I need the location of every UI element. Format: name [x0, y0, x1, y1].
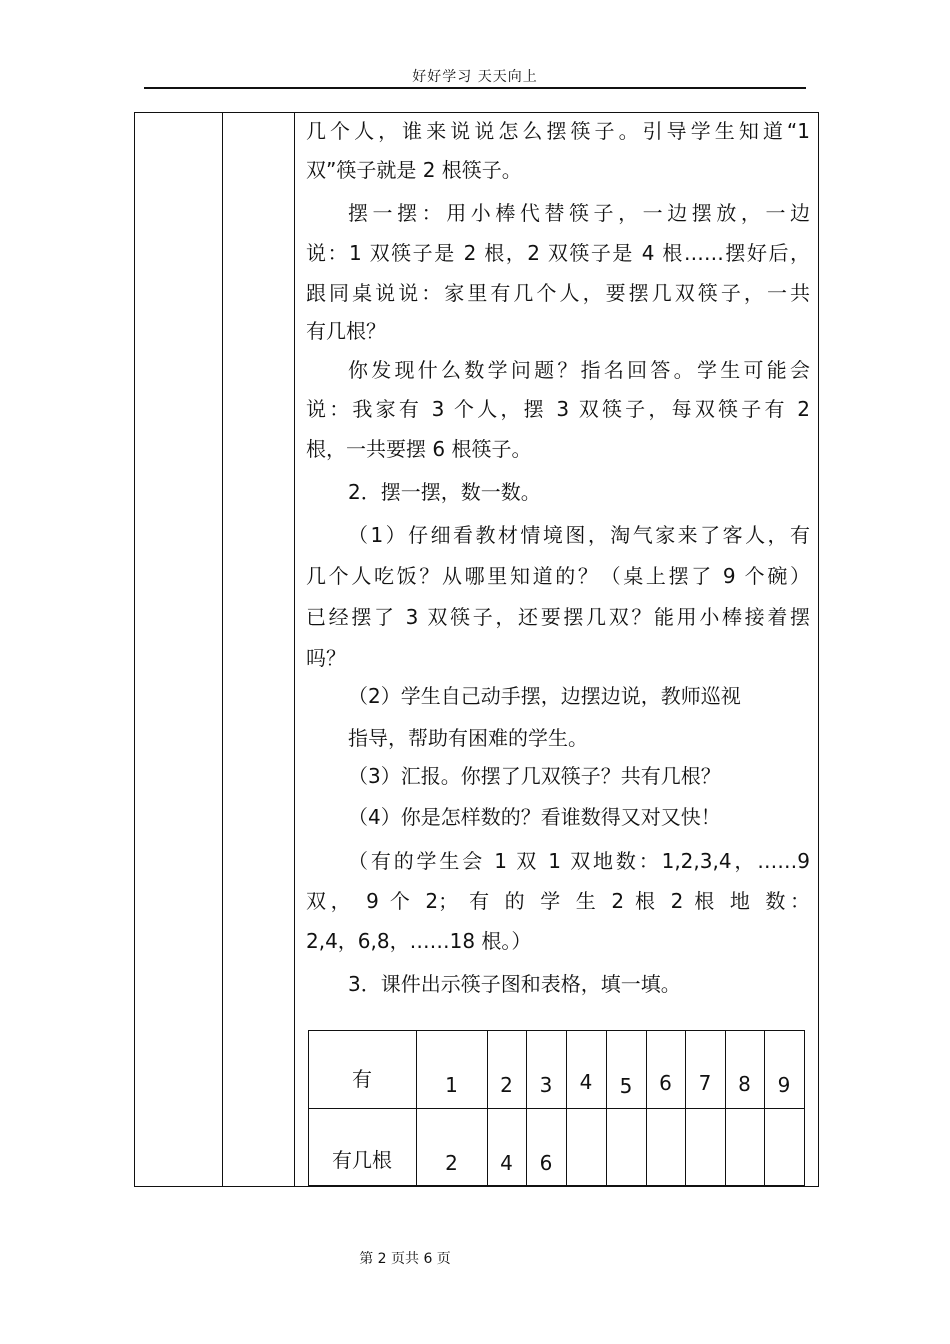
- inner-col-line: [804, 1030, 805, 1186]
- table-top-border: [134, 112, 819, 113]
- body-line: 跟同桌说说：家里有几个人，要摆几双筷子，一共: [306, 281, 810, 305]
- pairs-cell: 3: [539, 1073, 553, 1097]
- body-line: 根，一共要摆 6 根筷子。: [306, 437, 532, 461]
- inner-col-line: [725, 1030, 726, 1186]
- body-line: 说：1 双筷子是 2 根，2 双筷子是 4 根……摆好后，: [306, 241, 810, 265]
- body-line: 双”筷子就是 2 根筷子。: [306, 158, 522, 182]
- table-right-border: [818, 112, 819, 1187]
- inner-col-line: [764, 1030, 765, 1186]
- body-line: 吗？: [306, 646, 346, 670]
- table-col-divider-1: [222, 112, 223, 1187]
- body-line: 有几根？: [306, 319, 386, 343]
- inner-col-line: [566, 1030, 567, 1186]
- body-line: 几个人，谁来说说怎么摆筷子。引导学生知道“1: [306, 119, 810, 143]
- body-line: 双， 9 个 2； 有 的 学 生 2 根 2 根 地 数：: [306, 889, 810, 913]
- pairs-cell: 5: [619, 1074, 633, 1098]
- pairs-cell: 7: [698, 1071, 712, 1095]
- inner-table-top: [308, 1030, 804, 1031]
- pairs-cell: 4: [579, 1070, 593, 1094]
- body-line: （3）汇报。你摆了几双筷子？共有几根？: [348, 764, 721, 788]
- body-line: （有的学生会 1 双 1 双地数：1,2,3,4，……9: [348, 849, 810, 873]
- pairs-cell: 8: [738, 1072, 751, 1096]
- body-line: （4）你是怎样数的？看谁数得又对又快！: [348, 805, 721, 829]
- body-line: 已经摆了 3 双筷子，还要摆几双？能用小棒接着摆: [306, 605, 810, 629]
- table-bottom-border: [134, 1186, 819, 1187]
- body-line: 说：我家有 3 个人，摆 3 双筷子，每双筷子有 2: [306, 397, 810, 421]
- page-header: 好好学习 天天向上: [412, 69, 538, 85]
- body-line: 2．摆一摆，数一数。: [348, 480, 541, 504]
- inner-col-line: [606, 1030, 607, 1186]
- body-line: （2）学生自己动手摆，边摆边说，教师巡视: [348, 684, 741, 708]
- header-rule: [144, 87, 806, 89]
- table-col-divider-2: [294, 112, 295, 1187]
- body-line: 你发现什么数学问题？指名回答。学生可能会: [348, 358, 810, 382]
- sticks-cell: 2: [445, 1151, 458, 1175]
- pairs-cell: 2: [500, 1073, 513, 1097]
- pairs-cell: 6: [659, 1071, 672, 1095]
- body-line: 3．课件出示筷子图和表格，填一填。: [348, 972, 681, 996]
- pairs-cell: 9: [777, 1073, 791, 1097]
- inner-table-bottom: [308, 1185, 804, 1186]
- pairs-cell: 1: [445, 1073, 458, 1097]
- body-line: 指导，帮助有困难的学生。: [348, 726, 588, 750]
- row-label-sticks: 有几根: [332, 1148, 392, 1172]
- table-left-border: [134, 112, 135, 1187]
- body-line: 摆一摆：用小棒代替筷子，一边摆放，一边: [348, 201, 810, 225]
- inner-col-line: [685, 1030, 686, 1186]
- page-footer: 第 2 页共 6 页: [359, 1251, 451, 1267]
- sticks-cell: 4: [500, 1151, 513, 1175]
- sticks-cell: 6: [539, 1151, 553, 1175]
- body-line: 2,4，6,8，……18 根。）: [306, 929, 532, 953]
- inner-table-middle: [308, 1108, 804, 1109]
- body-line: （1）仔细看教材情境图，淘气家来了客人，有: [348, 523, 810, 547]
- row-label-pairs: 有: [352, 1067, 372, 1091]
- body-line: 几个人吃饭？从哪里知道的？（桌上摆了 9 个碗）: [306, 564, 810, 588]
- inner-col-line: [646, 1030, 647, 1186]
